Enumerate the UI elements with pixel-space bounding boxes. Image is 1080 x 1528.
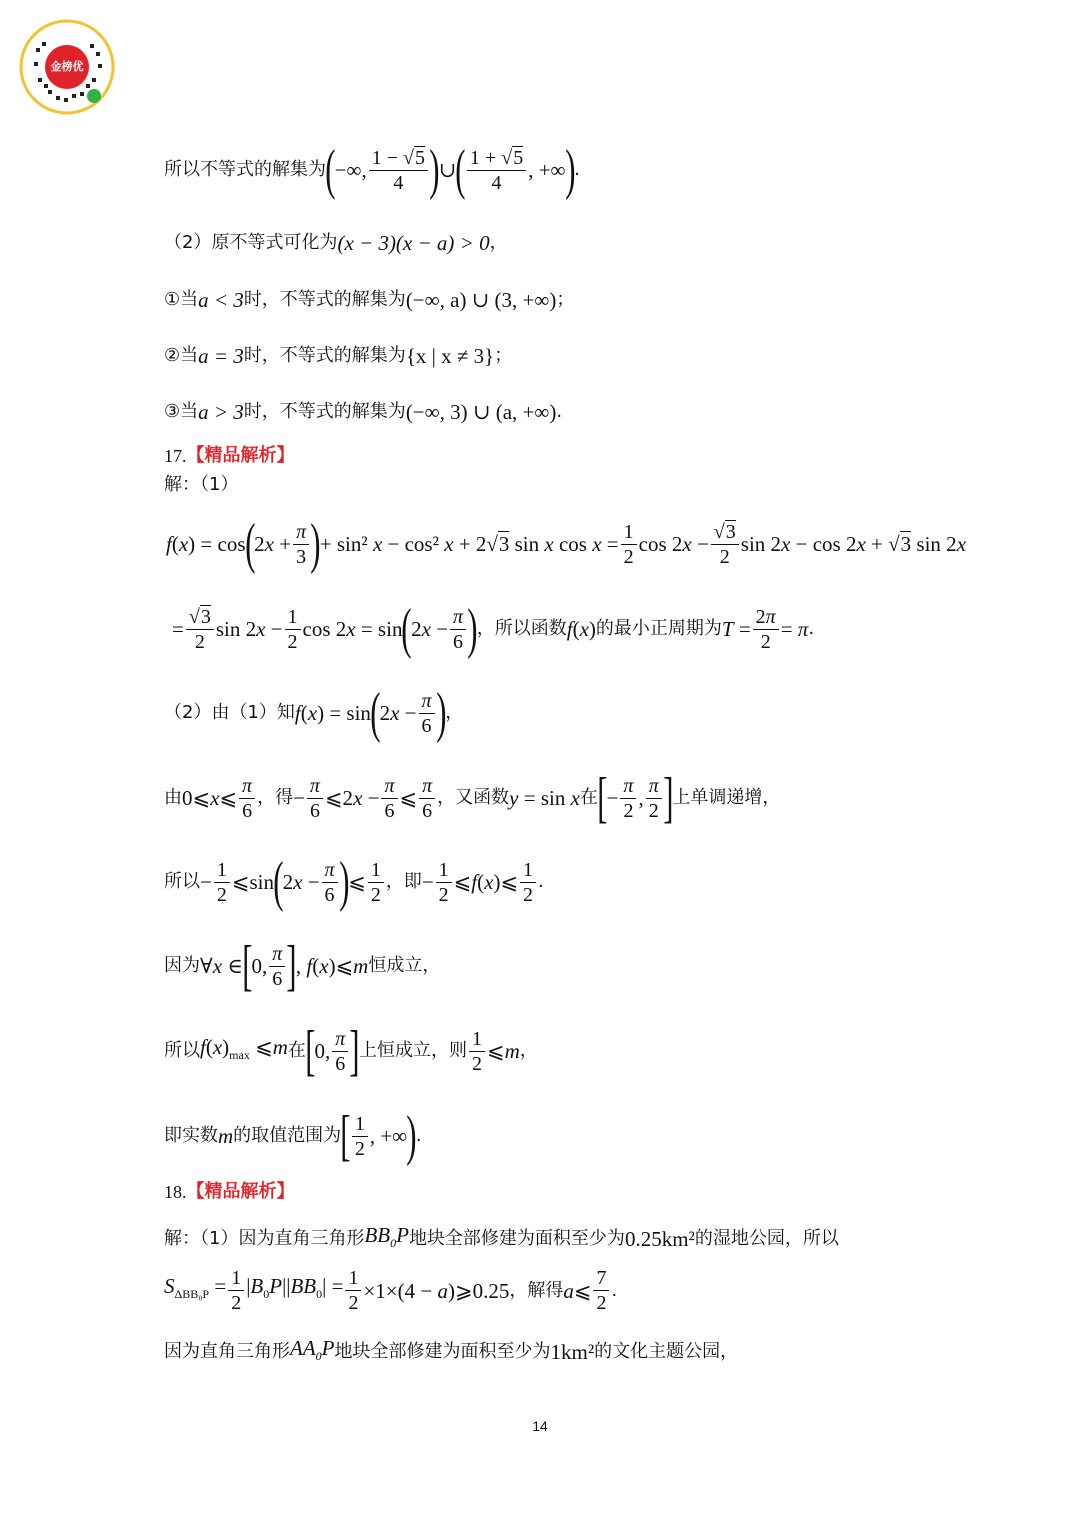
culture-park-line: 因为直角三角形 $AA_0P$ 地块全部修建为面积至少为 1km² 的文化主题公园， [164,1336,739,1365]
area-inequality-line: $S_{\Delta BB_0P}$ = $\frac{1}{2}$ $|B_0P||BB_0|$ = $\frac{1}{2}$ ×1×(4 − a)⩾0.25 ，解得 a⩽ $\frac{7}{2}$ . [164,1267,618,1314]
case-1-line: ①当 a < 3 时，不等式的解集为 (−∞, a) ∪ (3, +∞) ； [164,288,575,312]
case-2-line: ②当 a = 3 时，不等式的解集为 {x | x ≠ 3} ； [164,344,513,368]
logo-text: 金榜优 [50,60,84,73]
m-range-line: 即实数 m 的取值范围为 [ $\frac{1}{2}$ , +∞ ) . [164,1105,422,1167]
wetland-park-line: 解：（1）因为直角三角形 $BB_0P$ 地块全部修建为面积至少为 0.25km² 的湿地公园，所以 [164,1223,839,1252]
max-condition-line: 所以 $f(x)_{max}$ ⩽m 在 [ 0, $\frac{\pi}{6}$ ] 上恒成立，则 $\frac{1}{2}$ ⩽m ， [164,1020,538,1082]
page-number: 14 [532,1418,548,1434]
fx-expansion-line: f(x) = cos ( 2x + $\frac{\pi}{3}$ ) + sin² x − cos² x + 2√3 sin x cos x = $\frac{1}{2}$ cos 2x − $\frac{√3}{2}$ sin 2x − cos 2x + √3 sin 2x [166,513,967,575]
problem-18-heading: 18. 【精品解析】 [164,1181,295,1202]
forall-condition-line: 因为 ∀x ∈ [ 0, $\frac{\pi}{6}$ ] , f(x)⩽m 恒成立， [164,935,441,997]
sin-bounds-line: 所以 − $\frac{1}{2}$ ⩽sin ( 2x − $\frac{\pi}{6}$ ) ⩽ $\frac{1}{2}$ ，即 − $\frac{1}{2}$ ⩽f(x)⩽ $\frac{1}{2}$ . [164,851,544,913]
part-2-start-line: （2）由（1）知 f(x) = sin ( 2x − $\frac{\pi}{6}$ ) ， [164,682,464,744]
inequality-transform-line: （2）原不等式可化为 (x − 3)(x − a) > 0 ， [164,231,508,255]
solution-17-label: 解：（1） [164,474,239,495]
range-derivation-line: 由 0⩽x⩽ $\frac{\pi}{6}$ ，得 − $\frac{\pi}{6}$ ⩽2x − $\frac{\pi}{6}$ ⩽ $\frac{\pi}{6}$ ，又函数 y = sin x 在 [ − $\frac{\pi}{2}$ , $\frac{\pi}{2}$ ] 上单调递增， [164,767,781,829]
fx-simplified-line: = $\frac{√3}{2}$ sin 2x − $\frac{1}{2}$ cos 2x = sin ( 2x − $\frac{\pi}{6}$ ) ，所以函数 f(x) 的最小正周期为 T = $\frac{2\pi}{2}$ = π . [172,598,815,660]
solution-set-line-1: 所以不等式的解集为 ( −∞, $\frac{1 - √5}{4}$ ) ∪ ( $\frac{1 + √5}{4}$ , +∞ ) . [164,139,580,201]
case-3-line: ③当 a > 3 时，不等式的解集为 (−∞, 3) ∪ (a, +∞) . [164,400,563,424]
problem-17-heading: 17. 【精品解析】 [164,445,295,466]
